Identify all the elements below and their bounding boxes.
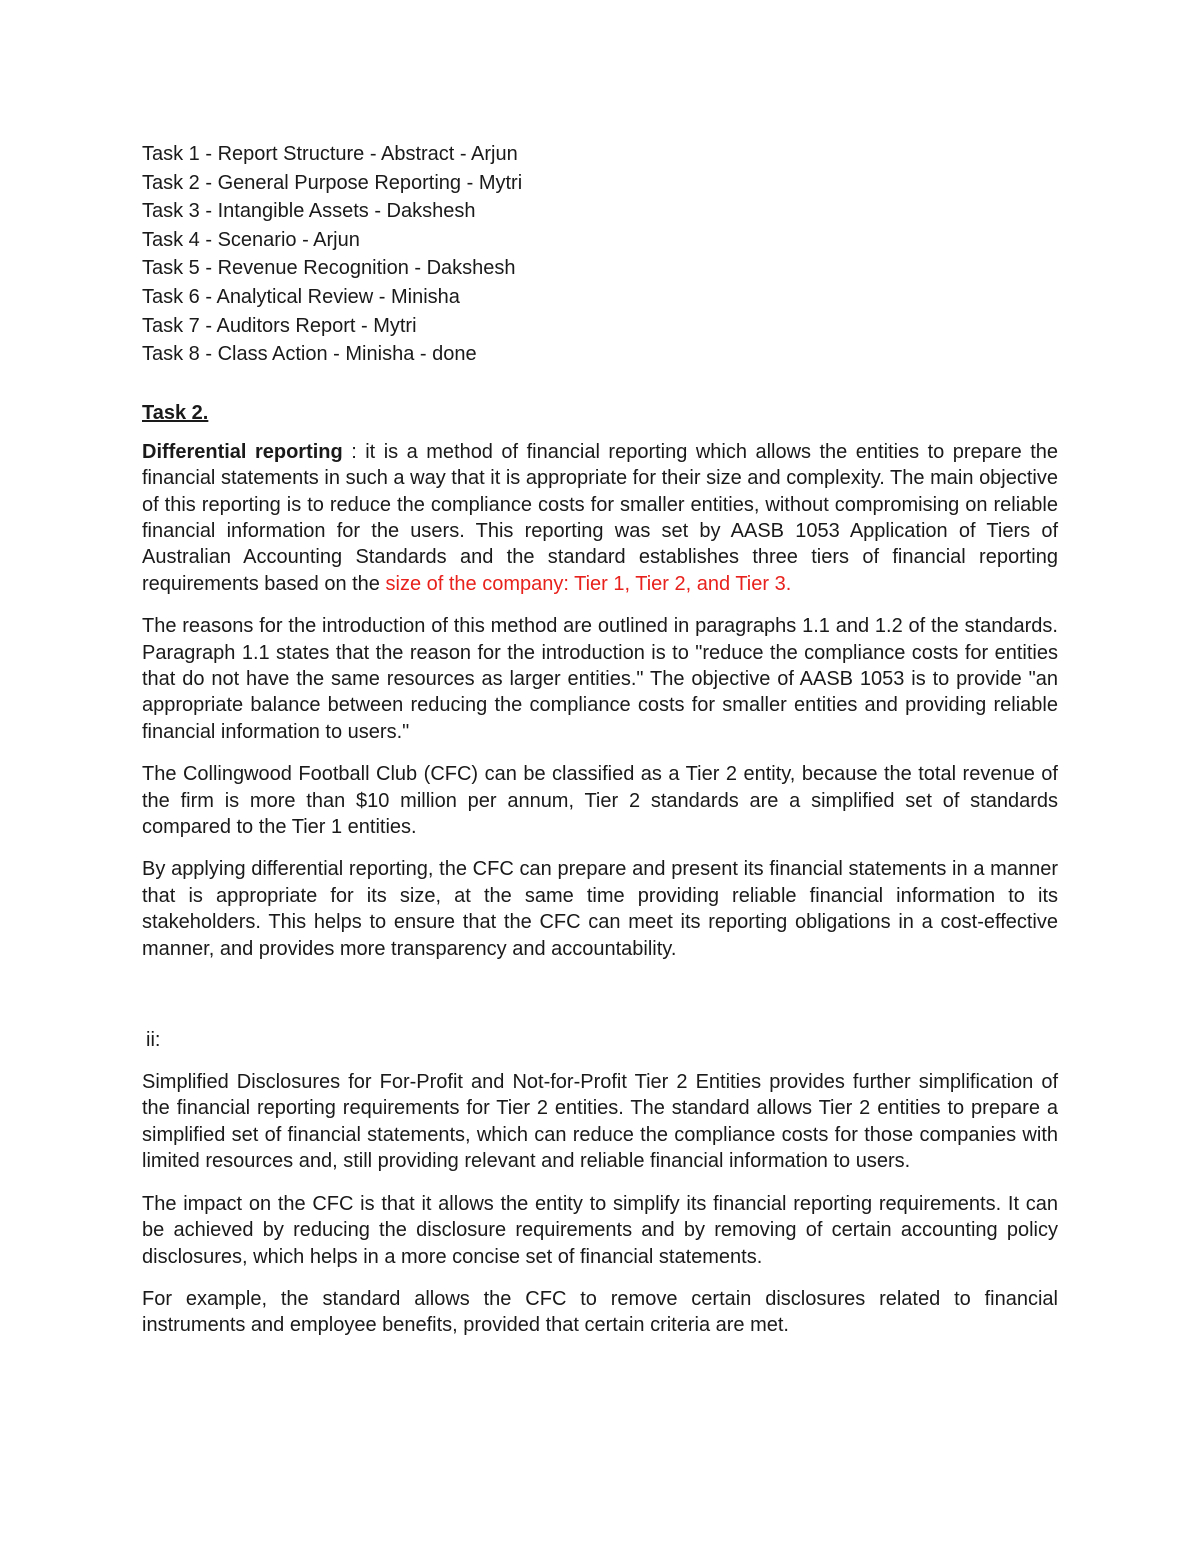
- definition-paragraph: [142, 439, 1058, 597]
- body-paragraph: The Collingwood Football Club (CFC) can be classified as a Tier 2 entity, because the total revenue of the firm is more than $10 million per annum, Tier 2 standards are a simplified set of standards compared to the Tier 1 entities.: [142, 763, 1058, 839]
- task-item: Task 7 - Auditors Report - Mytri: [142, 314, 417, 337]
- task-list: [142, 140, 1058, 369]
- task-item: Task 5 - Revenue Recognition - Dakshesh: [142, 257, 516, 280]
- task-item: Task 4 - Scenario - Arjun: [142, 228, 360, 251]
- body-paragraph: For example, the standard allows the CFC to remove certain disclosures related to financial instruments and employee benefits, provided that certain criteria are met.: [142, 1287, 1058, 1337]
- document-page: [142, 140, 1058, 1339]
- task-item: Task 1 - Report Structure - Abstract - Arjun: [142, 143, 518, 165]
- definition-text: : it is a method of financial reporting which allows the entities to prepare the financial statements in such a way that it is appropriate for their size and complexity. The main objective of this reporting is to reduce the compliance costs for smaller entities, without compromising on reliable financial information for the users. This reporting was set by AASB 1053 Application of Tiers of Australian Accounting Standards and the standard establishes three tiers of financial reporting requirements based on the: [142, 440, 1058, 595]
- body-paragraph: The impact on the CFC is that it allows the entity to simplify its financial reporting requirements. It can be achieved by reducing the disclosure requirements and by removing of certain accounting policy disclosures, which helps in a more concise set of financial statements.: [142, 1192, 1058, 1268]
- task-item: Task 3 - Intangible Assets - Dakshesh: [142, 200, 476, 223]
- part-ii-label: ii:: [146, 1029, 161, 1052]
- highlighted-text: size of the company: Tier 1, Tier 2, and Tier 3.: [385, 572, 792, 595]
- definition-term: Differential reporting: [142, 440, 343, 463]
- section-heading: Task 2.: [142, 401, 209, 424]
- body-paragraph: By applying differential reporting, the CFC can prepare and present its financial statements in a manner that is appropriate for its size, at the same time providing reliable financial information to its stakeholders. This helps to ensure that the CFC can meet its reporting obligations in a cost-effective manner, and provides more transparency and accountability.: [142, 858, 1058, 960]
- body-paragraph: Simplified Disclosures for For-Profit and Not-for-Profit Tier 2 Entities provides further simplification of the financial reporting requirements for Tier 2 entities. The standard allows Tier 2 entities to prepare a simplified set of financial statements, which can reduce the compliance costs for those companies with limited resources and, still providing relevant and reliable financial information to users.: [142, 1071, 1058, 1173]
- task-item: Task 8 - Class Action - Minisha - done: [142, 343, 477, 366]
- task-item: Task 6 - Analytical Review - Minisha: [142, 285, 460, 308]
- task-item: Task 2 - General Purpose Reporting - Mytri: [142, 171, 523, 194]
- body-paragraph: The reasons for the introduction of this method are outlined in paragraphs 1.1 and 1.2 of the standards. Paragraph 1.1 states that the reason for the introduction is to "reduce the compliance costs for entities that do not have the same resources as larger entities." The objective of AASB 1053 is to provide "an appropriate balance between reducing the compliance costs for smaller entities and providing reliable financial information to users.": [142, 615, 1058, 743]
